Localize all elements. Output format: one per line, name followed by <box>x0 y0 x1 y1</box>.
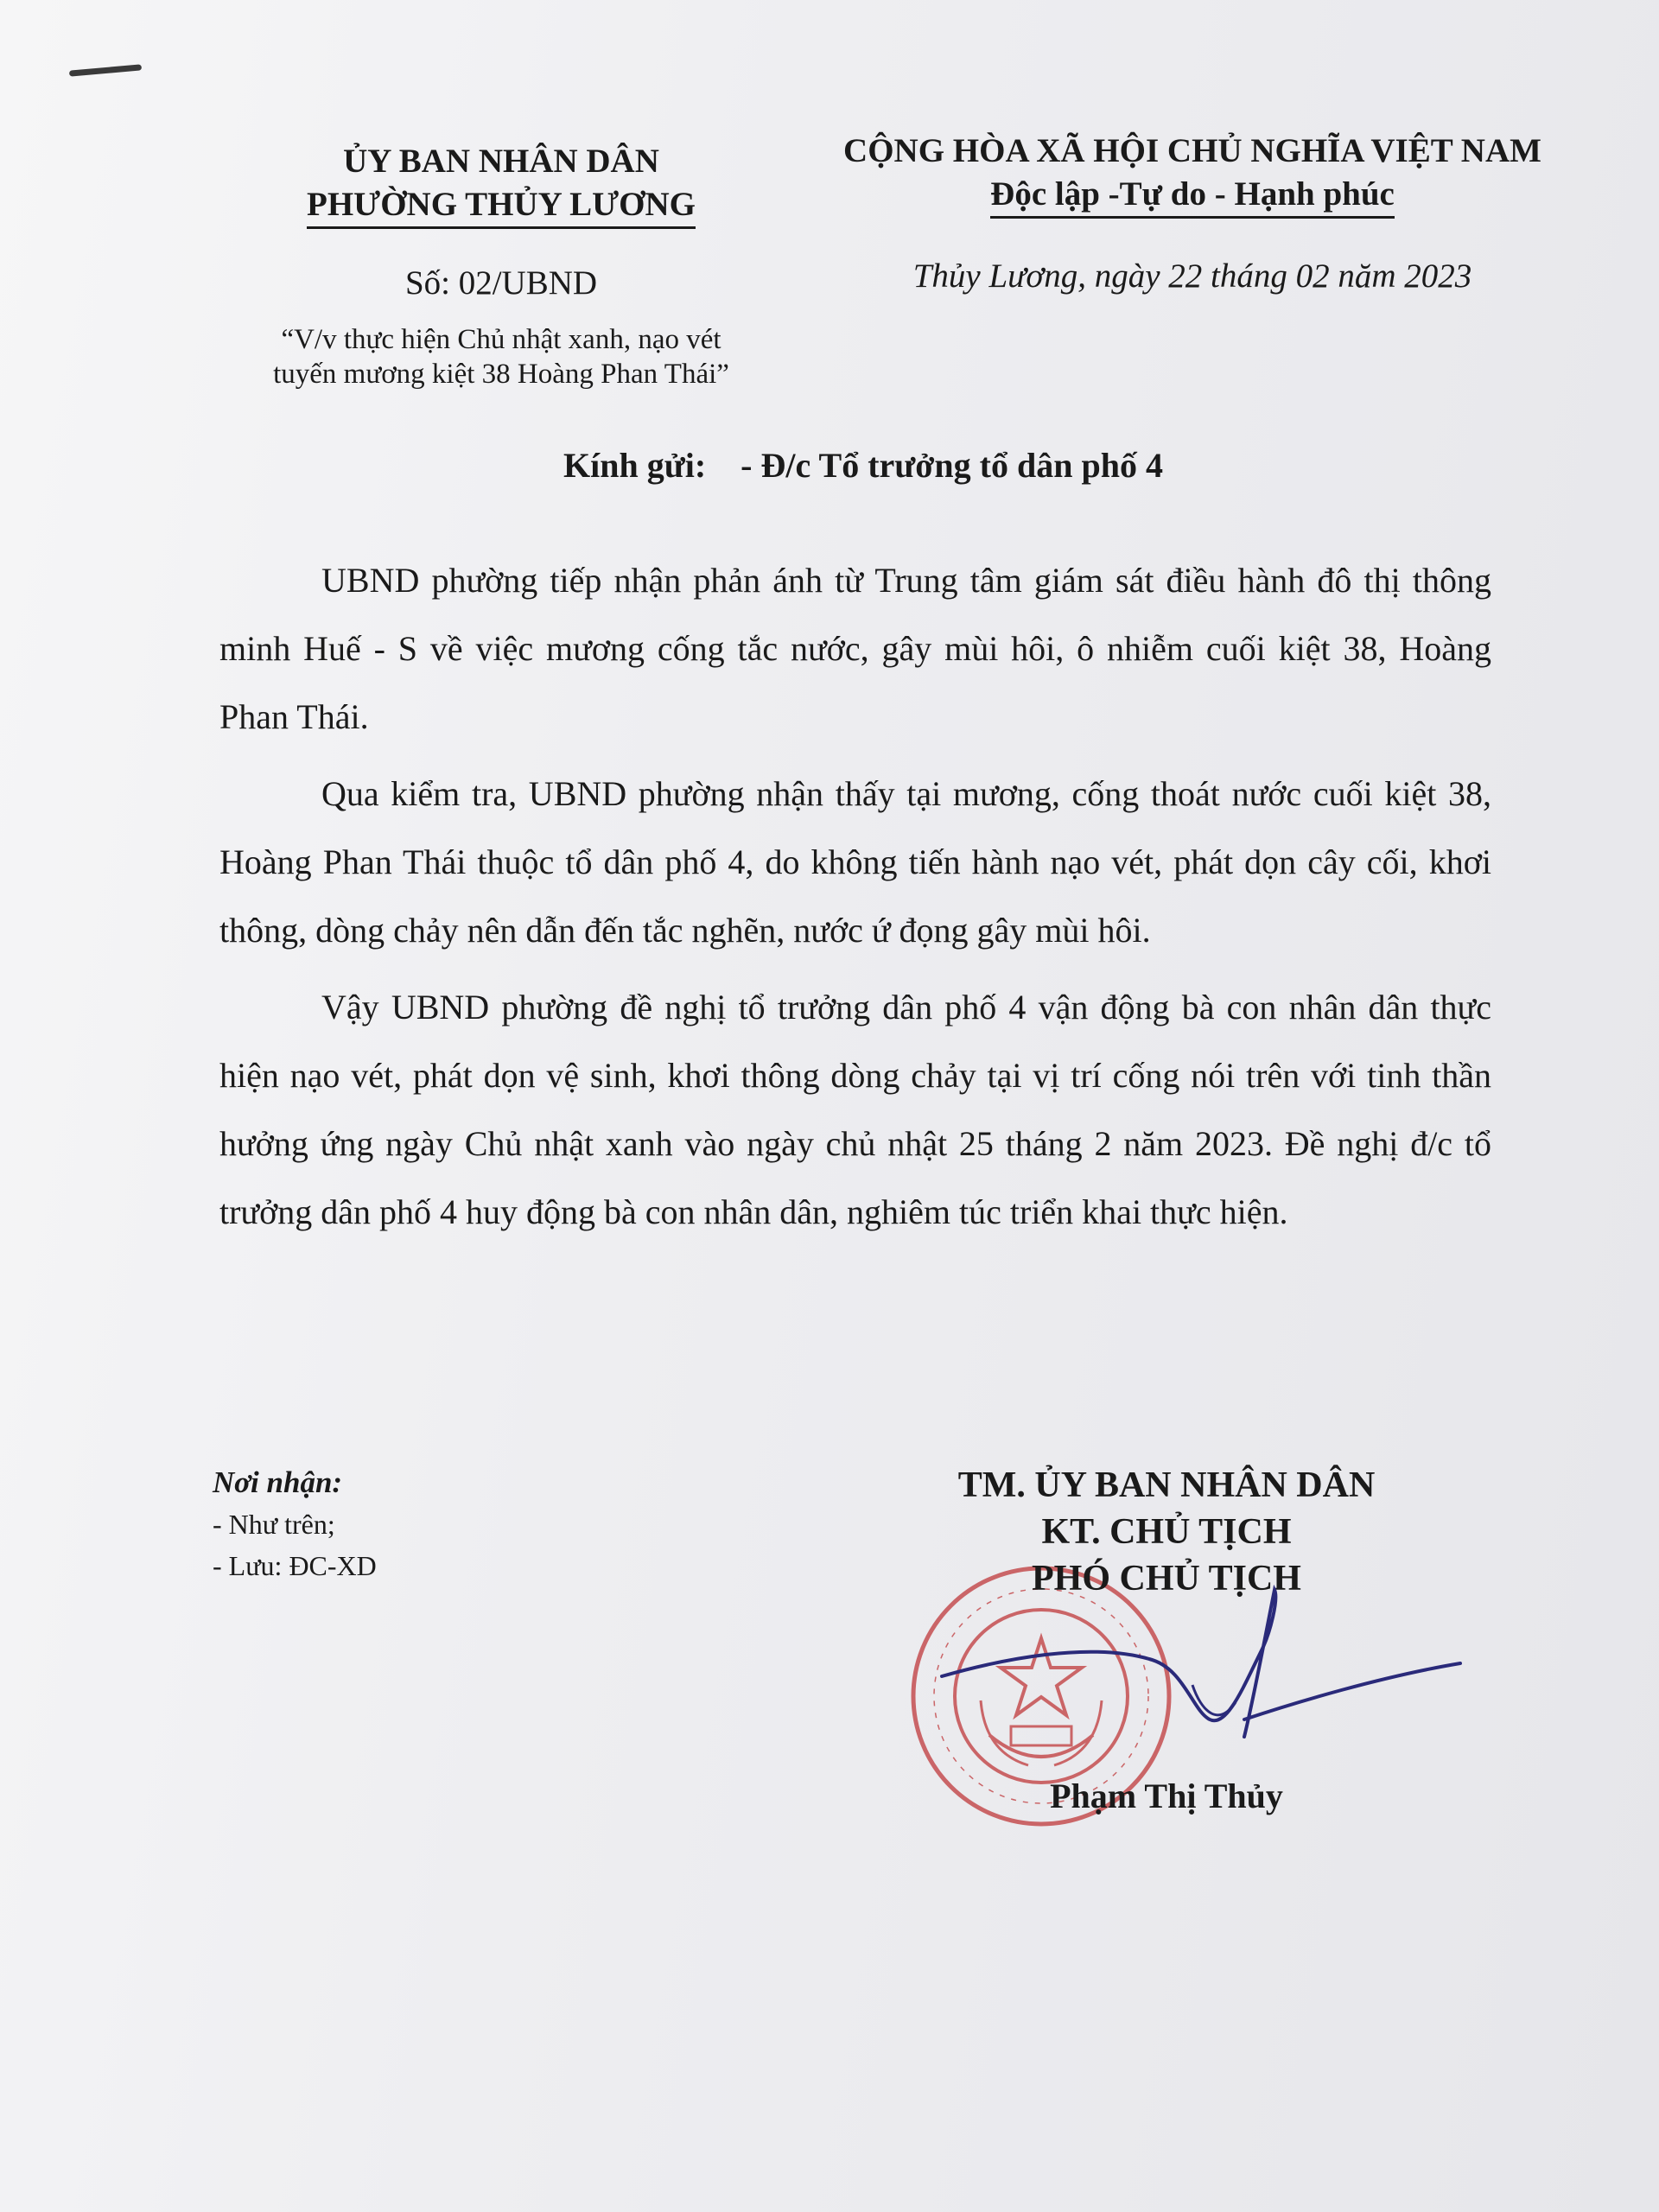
recipients-block <box>213 1462 377 1586</box>
body-paragraph-3: Vậy UBND phường đề nghị tổ trưởng dân phố 4 vận động bà con nhân dân thực hiện nạo vét, phát dọn vệ sinh, khơi thông dòng chảy tại vị trí cống nói trên với tinh thần hưởng ứng ngày Chủ nhật xanh vào ngày chủ nhật 25 tháng 2 năm 2023. Đề nghị đ/c tổ trưởng dân phố 4 huy động bà con nhân dân, nghiêm túc triển khai thực hiện. <box>219 988 1491 1231</box>
addressee-label: Kính gửi: <box>563 446 707 485</box>
letter-body <box>219 546 1491 1255</box>
handwritten-signature-icon <box>933 1581 1469 1754</box>
body-paragraph-1: UBND phường tiếp nhận phản ánh từ Trung tâm giám sát điều hành đô thị thông minh Huế - S về việc mương cống tắc nước, gây mùi hôi, ô nhiễm cuối kiệt 38, Hoàng Phan Thái. <box>219 561 1491 736</box>
recipients-title: Nơi nhận: <box>213 1465 343 1499</box>
signer-name: Phạm Thị Thủy <box>1050 1777 1283 1815</box>
place-date: Thủy Lương, ngày 22 tháng 02 năm 2023 <box>912 257 1472 295</box>
pen-mark <box>69 64 142 76</box>
addressee <box>563 445 1163 486</box>
issuer-header <box>216 140 786 391</box>
nation-title: CỘNG HÒA XÃ HỘI CHỦ NGHĨA VIỆT NAM <box>843 132 1541 169</box>
recipient-item: - Như trên; <box>213 1509 335 1540</box>
document-number: Số: 02/UBND <box>404 264 598 302</box>
body-paragraph-2: Qua kiểm tra, UBND phường nhận thấy tại mương, cống thoát nước cuối kiệt 38, Hoàng Phan Thái thuộc tổ dân phố 4, do không tiến hành nạo vét, phát dọn cây cối, khơi thông, dòng chảy nên dẫn đến tắc nghẽn, nước ứ đọng gây mùi hôi. <box>219 774 1491 950</box>
subject-line-2: tuyến mương kiệt 38 Hoàng Phan Thái” <box>273 359 729 390</box>
signature-org: TM. ỦY BAN NHÂN DÂN <box>957 1465 1376 1505</box>
signature-role-1: KT. CHỦ TỊCH <box>1041 1512 1292 1552</box>
national-header <box>778 130 1607 298</box>
addressee-recipient: - Đ/c Tổ trưởng tổ dân phố 4 <box>741 446 1163 485</box>
subject-line-1: “V/v thực hiện Chủ nhật xanh, nạo vét <box>281 324 721 355</box>
signature-role-2: PHÓ CHỦ TỊCH <box>1032 1559 1301 1599</box>
issuer-unit: PHƯỜNG THỦY LƯƠNG <box>307 183 696 229</box>
recipient-item: - Lưu: ĐC-XD <box>213 1550 377 1581</box>
issuer-org: ỦY BAN NHÂN DÂN <box>343 143 659 180</box>
national-motto: Độc lập -Tự do - Hạnh phúc <box>990 173 1395 219</box>
